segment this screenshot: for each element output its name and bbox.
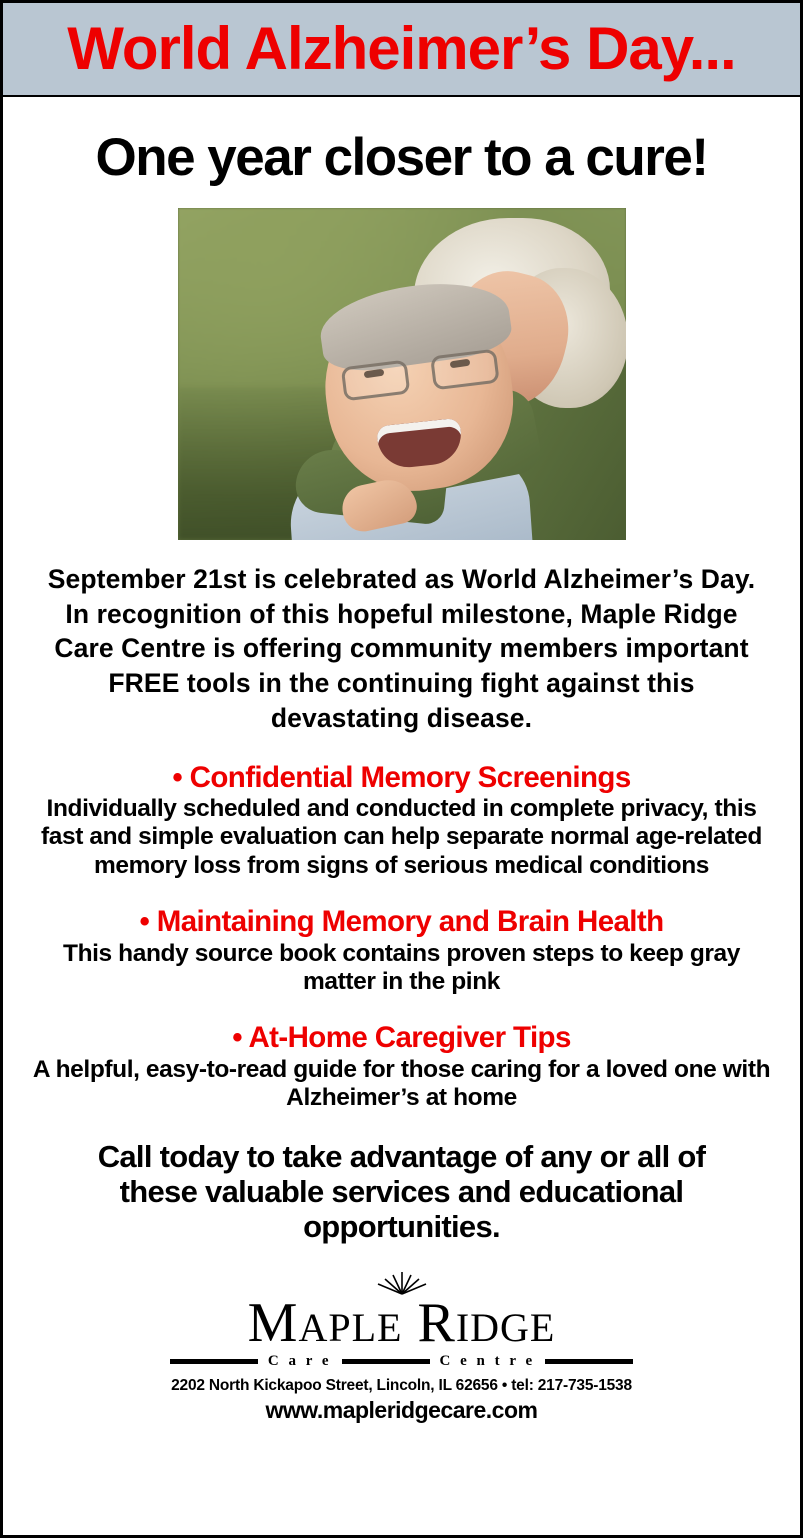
starburst-icon — [3, 1269, 800, 1295]
offers-list — [27, 762, 776, 1113]
subheadline: One year closer to a cure! — [95, 128, 708, 187]
photo-container — [3, 208, 800, 540]
offer-title: • Confidential Memory Screenings — [172, 760, 631, 794]
offer-description: Individually scheduled and conducted in complete privacy, this fast and simple evaluation can help separate normal age-related memory loss from signs of serious medical conditions — [41, 794, 762, 879]
call-to-action: Call today to take advantage of any or all of these valuable services and educational opportunities. — [97, 1138, 706, 1245]
divider-right — [545, 1359, 633, 1364]
logo-tagline-care: C a r e — [267, 1352, 332, 1369]
intro-paragraph: September 21st is celebrated as World Alzheimer’s Day. In recognition of this hopeful milestone, Maple Ridge Care Centre is offering community members important FREE tools in the continuing fight against this devastating disease. — [47, 564, 756, 733]
logo-word-maple-cap: M — [247, 1291, 299, 1354]
contact-address: 2202 North Kickapoo Street, Lincoln, IL 62656 • tel: 217-735-1538 — [171, 1376, 632, 1394]
offer-item — [27, 762, 776, 881]
divider-left — [170, 1359, 258, 1364]
logo-tagline-centre: C e n t r e — [439, 1352, 536, 1369]
offer-item — [27, 1022, 776, 1112]
couple-photo — [178, 208, 626, 540]
logo-block — [3, 1269, 800, 1424]
offer-item — [27, 906, 776, 996]
logo-wordmark — [3, 1291, 800, 1354]
divider-middle — [342, 1359, 430, 1364]
page-title: World Alzheimer’s Day... — [67, 15, 736, 82]
offer-description: This handy source book contains proven steps to keep gray matter in the pink — [63, 939, 740, 996]
website-url[interactable]: www.mapleridgecare.com — [265, 1396, 538, 1423]
offer-description: A helpful, easy-to-read guide for those caring for a loved one with Alzheimer’s at home — [32, 1055, 771, 1112]
offer-title: • At-Home Caregiver Tips — [232, 1021, 571, 1055]
header-banner — [3, 3, 800, 97]
logo-word-ridge-cap: R — [417, 1291, 456, 1354]
logo-word-maple-rest: APLE — [298, 1304, 403, 1350]
logo-tagline-row — [3, 1353, 800, 1370]
offer-title: • Maintaining Memory and Brain Health — [139, 905, 664, 939]
logo-word-ridge-rest: IDGE — [455, 1304, 556, 1350]
